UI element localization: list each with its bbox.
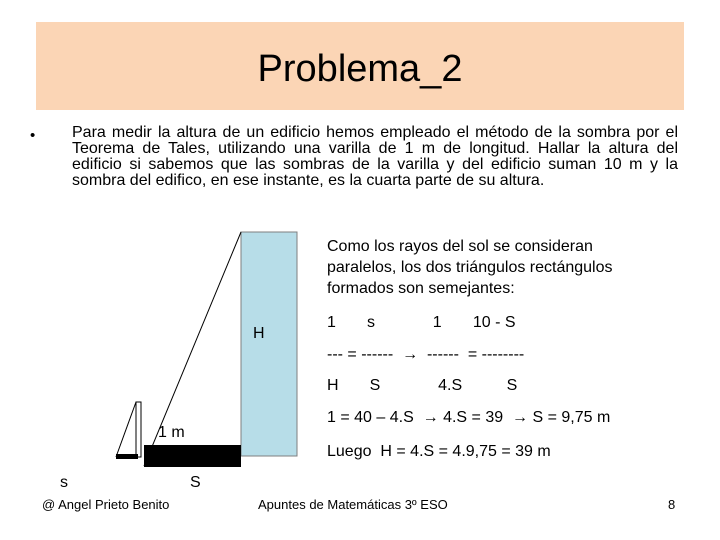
- slide-title: Problema_2: [257, 48, 463, 90]
- solution-equation: 1 = 40 – 4.S → 4.S = 39 → S = 9,75 m: [327, 409, 611, 426]
- final-result: Luego H = 4.S = 4.9,75 = 39 m: [327, 443, 551, 460]
- building-shadow: [144, 445, 241, 467]
- problem-statement: Para medir la altura de un edificio hemos empleado el método de la sombra por el Teorema de Tales, utilizando una varilla de 1 m de longitud. Hallar la altura del edificio si sabemos que las sombras de la varilla y del edificio suman 10 m y la sombra del edifico, en ese instante, es la cuarta parte de su altura.: [72, 124, 678, 189]
- ratio-fraction-bars: --- = ------ → ------ = --------: [327, 346, 525, 363]
- building: [241, 232, 297, 456]
- rod: [136, 402, 141, 457]
- label-rod-shadow: s: [60, 474, 68, 491]
- bullet-marker: •: [30, 127, 36, 144]
- page-number: 8: [668, 497, 676, 512]
- label-rod-length: 1 m: [158, 424, 185, 441]
- explanation-intro: [327, 236, 613, 299]
- intro-line: paralelos, los dos triángulos rectángulos: [327, 259, 613, 276]
- rod-shadow: [116, 454, 138, 459]
- intro-line: Como los rayos del sol se consideran: [327, 238, 593, 255]
- footer-author: @ Angel Prieto Benito: [42, 497, 170, 512]
- footer-course: Apuntes de Matemáticas 3º ESO: [258, 497, 448, 512]
- ratio-denominators: H S 4.S S: [327, 377, 518, 394]
- ratio-numerators: 1 s 1 10 - S: [327, 314, 516, 331]
- label-building-shadow: S: [190, 474, 201, 491]
- label-building-height: H: [253, 325, 265, 342]
- sun-ray-rod: [116, 402, 136, 457]
- intro-line: formados son semejantes:: [327, 280, 515, 297]
